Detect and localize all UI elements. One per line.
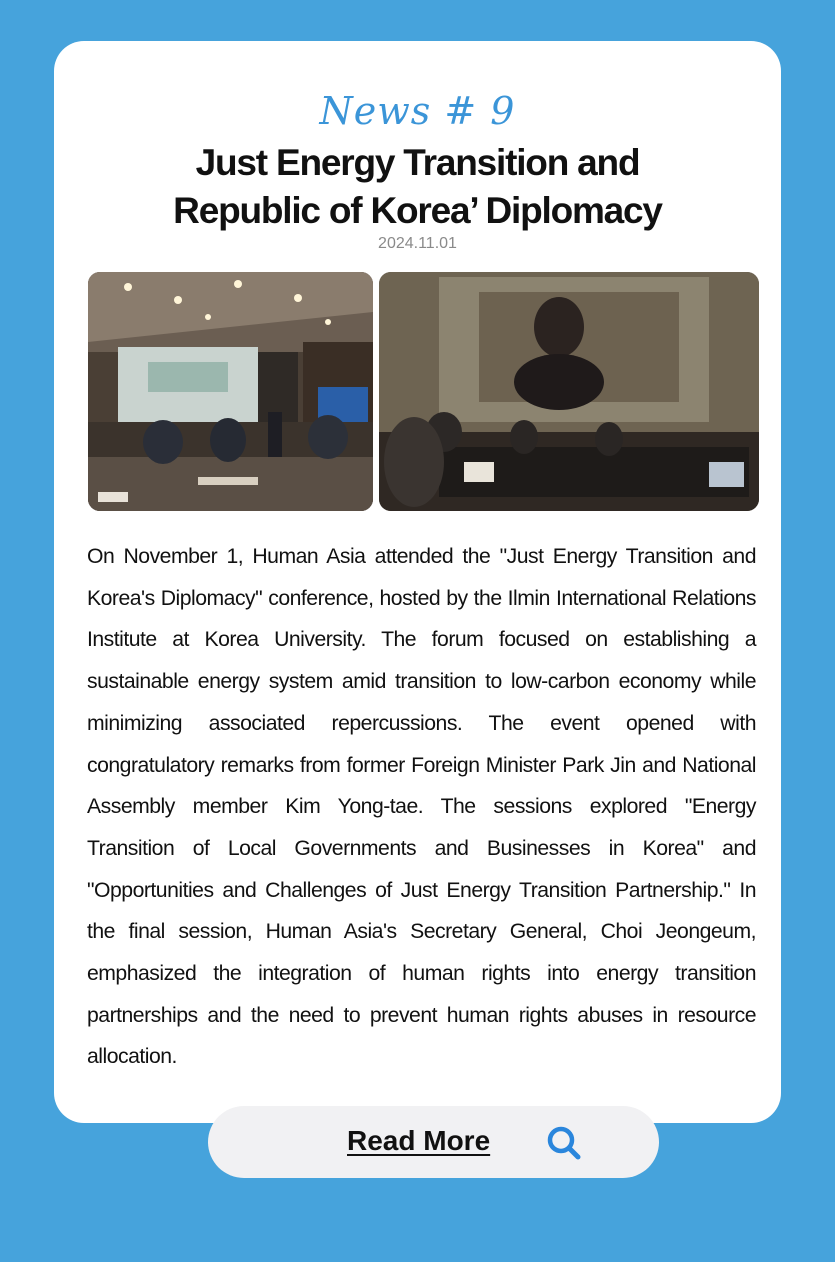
- title-line-1: Just Energy Transition and: [195, 142, 640, 183]
- search-icon: [544, 1123, 584, 1163]
- news-title: [94, 139, 741, 235]
- news-number: News # 9: [319, 89, 516, 133]
- news-date: 2024.11.01: [378, 235, 457, 252]
- title-line-2: Republic of Korea’ Diplomacy: [173, 190, 662, 231]
- news-body: On November 1, Human Asia attended the "Just Energy Transition and Korea's Diplomacy" conference, hosted by the Ilmin International Relations Institute at Korea University. The forum focused on establishing a sustainable energy system amid transition to low-carbon economy while minimizing associated repercussions. The event opened with congratulatory remarks from former Foreign Minister Park Jin and National Assembly member Kim Yong-tae. The sessions explored "Energy Transition of Local Governments and Businesses in Korea" and "Opportunities and Challenges of Just Energy Transition Partnership." In the final session, Human Asia's Secretary General, Choi Jeongeum, emphasized the integration of human rights into energy transition partnerships and the need to prevent human rights abuses in resource allocation.: [87, 545, 756, 1069]
- news-card: [54, 41, 781, 1123]
- read-more-button[interactable]: [208, 1106, 659, 1178]
- panel-session-photo: [379, 272, 759, 511]
- conference-hall-photo: [88, 272, 373, 511]
- read-more-label: Read More: [347, 1125, 491, 1156]
